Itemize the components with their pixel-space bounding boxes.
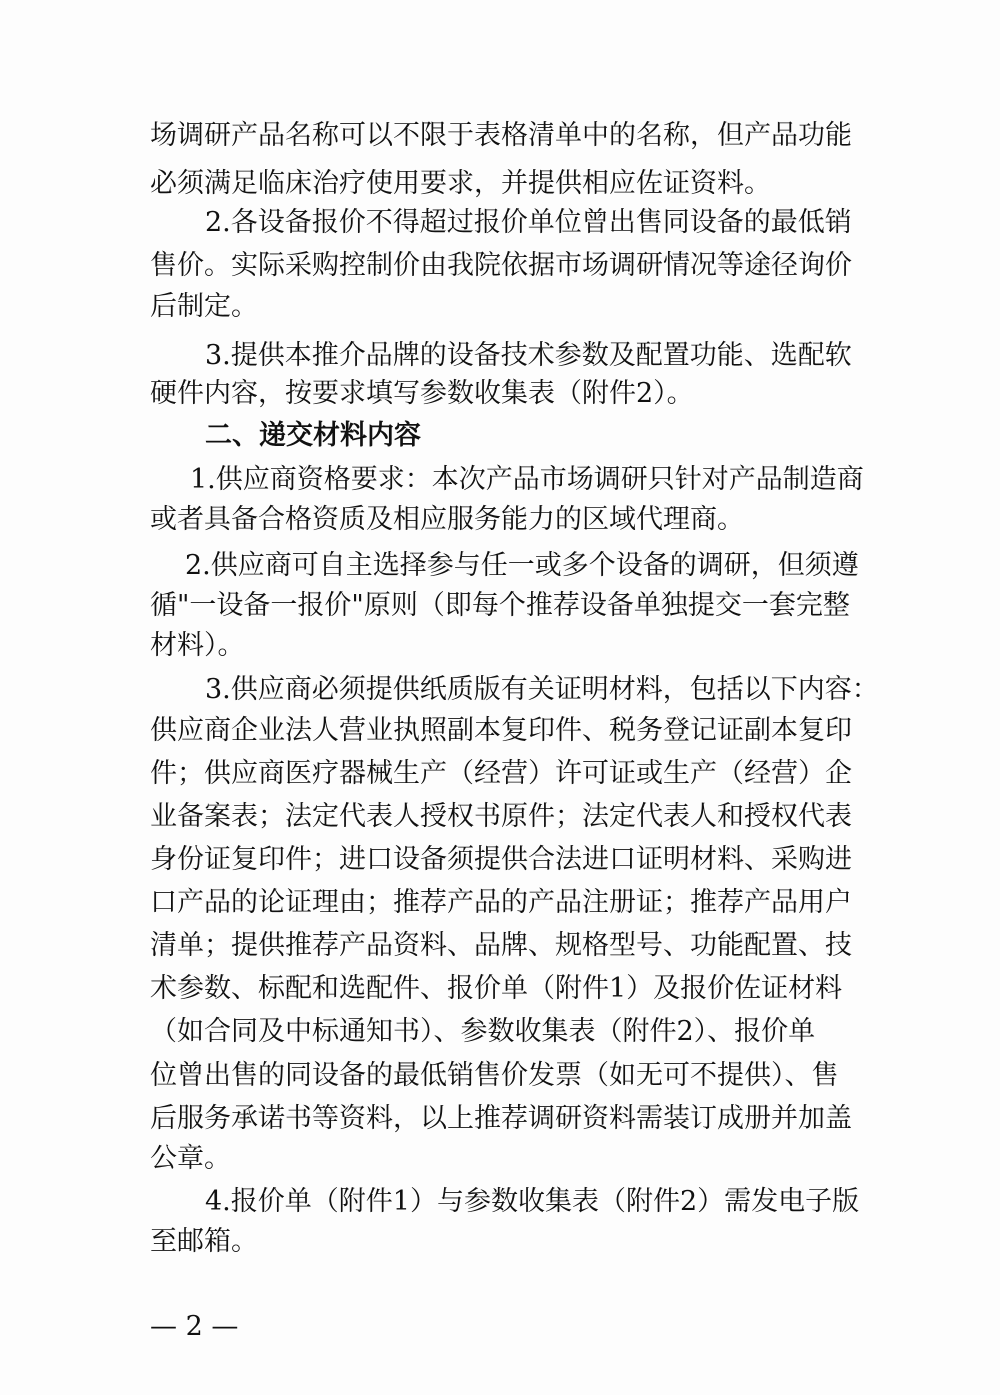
text-line: 硬件内容，按要求填写参数收集表（附件2）。 [150,378,694,409]
text-line: 公章。 [150,1143,231,1174]
text-line: 或者具备合格资质及相应服务能力的区域代理商。 [150,504,744,535]
text-line: 位曾出售的同设备的最低销售价发票（如无可不提供）、售 [150,1060,839,1091]
text-line: 身份证复印件；进口设备须提供合法进口证明材料、采购进 [150,844,852,875]
text-line: 供应商企业法人营业执照副本复印件、税务登记证副本复印 [150,715,852,746]
text-line: 至邮箱。 [150,1226,258,1257]
page-number: — 2 — [150,1311,239,1342]
text-line: 后制定。 [150,291,258,322]
text-line: 术参数、标配和选配件、报价单（附件1）及报价佐证材料 [150,973,843,1004]
text-line: 场调研产品名称可以不限于表格清单中的名称，但产品功能 [150,120,852,151]
text-line: 1.供应商资格要求：本次产品市场调研只针对产品制造商 [190,464,864,495]
text-line: 清单；提供推荐产品资料、品牌、规格型号、功能配置、技 [150,930,852,961]
text-line: 循"一设备一报价"原则（即每个推荐设备单独提交一套完整 [150,590,850,621]
text-line: 3.提供本推介品牌的设备技术参数及配置功能、选配软 [205,340,852,371]
text-line: 2.供应商可自主选择参与任一或多个设备的调研，但须遵 [185,550,859,581]
text-line: 售价。实际采购控制价由我院依据市场调研情况等途径询价 [150,250,852,281]
text-line: 业备案表；法定代表人授权书原件；法定代表人和授权代表 [150,801,852,832]
text-line: 2.各设备报价不得超过报价单位曾出售同设备的最低销 [205,207,852,238]
text-line: 材料）。 [150,630,245,661]
text-line: 后服务承诺书等资料，以上推荐调研资料需装订成册并加盖 [150,1103,852,1134]
text-line: 必须满足临床治疗使用要求，并提供相应佐证资料。 [150,168,771,199]
text-line: （如合同及中标通知书）、参数收集表（附件2）、报价单 [150,1016,816,1047]
text-line: 口产品的论证理由；推荐产品的产品注册证；推荐产品用户 [150,887,852,918]
section-heading: 二、递交材料内容 [205,420,421,451]
text-line: 4.报价单（附件1）与参数收集表（附件2）需发电子版 [205,1186,860,1217]
text-line: 3.供应商必须提供纸质版有关证明材料，包括以下内容： [205,674,879,705]
text-line: 件；供应商医疗器械生产（经营）许可证或生产（经营）企 [150,758,852,789]
